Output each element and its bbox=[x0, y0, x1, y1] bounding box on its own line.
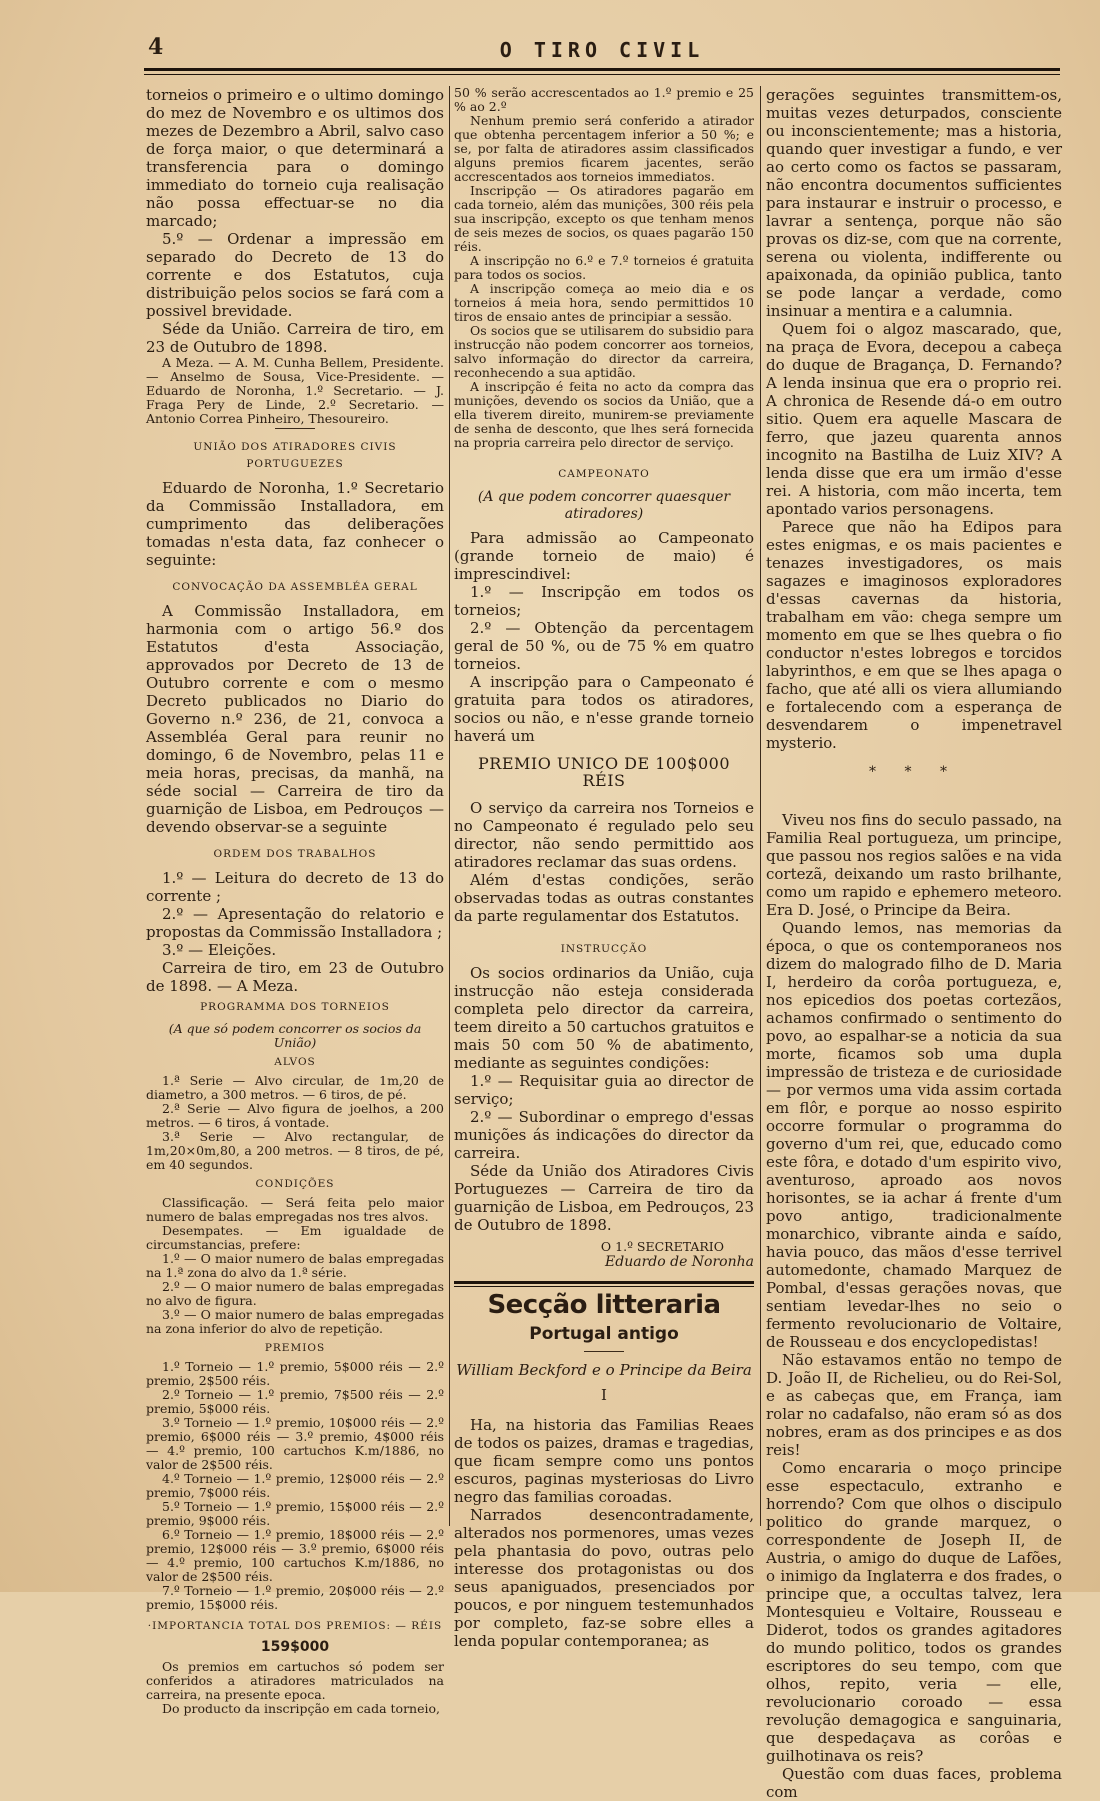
paragraph: Os premios em cartuchos só podem ser conferidos a atiradores matriculados na carreira, na presente epoca. bbox=[146, 1659, 444, 1702]
paragraph: A inscripção no 6.º e 7.º torneios é gratuita para todos os socios. bbox=[454, 253, 754, 282]
paragraph: Classificação. — Será feita pelo maior numero de balas empregadas nos tres alvos. bbox=[146, 1195, 444, 1224]
prize-total: 159$000 bbox=[260, 1639, 330, 1655]
list-item: 2.º — O maior numero de balas empregadas no alvo de figura. bbox=[146, 1279, 444, 1308]
signature-name: Eduardo de Noronha bbox=[605, 1254, 754, 1270]
list-item: 2.º — Obtenção da percentagem geral de 50 %, ou de 75 % em quatro torneios. bbox=[454, 619, 754, 673]
paragraph: Não estavamos então no tempo de D. João II, de Richelieu, ou do Rei-Sol, e as cabeças que, em França, iam rolar no cadafalso, não eram só as dos nobres, eram as dos principes e as dos reis! bbox=[766, 1351, 1062, 1459]
paragraph: Eduardo de Noronha, 1.º Secretario da Commissão Installadora, em cumprimento das deliberações tomadas n'esta data, faz conhecer o seguinte: bbox=[146, 479, 444, 569]
paragraph: Os socios ordinarios da União, cuja instrucção não esteja considerada completa pelo director da carreira, teem direito a 50 cartuchos gratuitos e mais 50 com 50 % de abatimento, mediante as seguintes condições: bbox=[454, 964, 754, 1072]
list-item: 2.º Torneio — 1.º premio, 7$500 réis — 2.º premio, 5$000 réis. bbox=[146, 1387, 444, 1416]
column-divider-2 bbox=[760, 86, 761, 1526]
column-3 bbox=[766, 86, 1062, 1801]
paragraph: Desempates. — Em igualdade de circumstancias, prefere: bbox=[146, 1223, 444, 1252]
paragraph: Ha, na historia das Familias Reaes de todos os paizes, dramas e tragedias, que ficam sempre como uns pontos escuros, paginas mysteriosas do Livro negro das familias coroadas. bbox=[454, 1416, 754, 1506]
section-heading: PROGRAMMA DOS TORNEIOS bbox=[200, 1001, 390, 1013]
paragraph: Viveu nos fins do seculo passado, na Familia Real portugueza, um principe, que passou nos regios salões e na vida cortezã, deixando um rasto brilhante, como um rapido e ephemero meteoro. Era D. José, o Principe da Beira. bbox=[766, 811, 1062, 919]
section-rule-thin bbox=[454, 1286, 754, 1287]
header-rule-thick bbox=[144, 68, 1060, 71]
list-item: 4.º Torneio — 1.º premio, 12$000 réis — 2.º premio, 7$000 réis. bbox=[146, 1471, 444, 1500]
paragraph: gerações seguintes transmittem-os, muitas vezes deturpados, consciente ou inconscientemente; mas a historia, quando quer investigar a fundo, e ver ao certo como os factos se passaram, não encontra documentos sufficientes para instaurar e instruir o processo, e lavrar a sentença, porque não são provas os diz-se, com que na corrente, serena ou violenta, indifferente ou apaixonada, da opinião publica, tanto se pode lançar a verdade, como insinuar a mentira e a calumnia. bbox=[766, 86, 1062, 320]
list-item: 1.º — O maior numero de balas empregadas na 1.ª zona do alvo da 1.ª série. bbox=[146, 1251, 444, 1280]
chapter-number: I bbox=[601, 1386, 607, 1404]
article-title: Portugal antigo bbox=[529, 1324, 679, 1344]
paragraph: Para admissão ao Campeonato (grande torneio de maio) é imprescindivel: bbox=[454, 529, 754, 583]
paragraph: A inscripção para o Campeonato é gratuita para todos os atiradores, socios ou não, e n'esse grande torneio haverá um bbox=[454, 673, 754, 745]
page-number: 4 bbox=[148, 34, 164, 60]
paragraph: Questão com duas faces, problema com bbox=[766, 1765, 1062, 1801]
list-item: 5.º Torneio — 1.º premio, 15$000 réis — 2.º premio, 9$000 réis. bbox=[146, 1499, 444, 1528]
list-item: 7.º Torneio — 1.º premio, 20$000 réis — 2.º premio, 15$000 réis. bbox=[146, 1583, 444, 1612]
list-item: 3.º — O maior numero de balas empregadas na zona inferior do alvo de repetição. bbox=[146, 1307, 444, 1336]
paragraph: Séde da União. Carreira de tiro, em 23 de Outubro de 1898. bbox=[146, 320, 444, 356]
paragraph: Além d'estas condições, serão observadas todas as outras constantes da parte regulamentar dos Estatutos. bbox=[454, 871, 754, 925]
paragraph: O serviço da carreira nos Torneios e no Campeonato é regulado pelo seu director, não sendo permittido aos atiradores reclamar das suas ordens. bbox=[454, 799, 754, 871]
list-item: 3.ª Serie — Alvo rectangular, de 1m,20×0m,80, a 200 metros. — 8 tiros, de pé, em 40 segundos. bbox=[146, 1129, 444, 1172]
section-subheading: (A que só podem concorrer os socios da União) bbox=[168, 1021, 422, 1050]
list-item: 3.º — Eleições. bbox=[162, 941, 277, 959]
section-heading: UNIÃO DOS ATIRADORES CIVIS PORTUGUEZES bbox=[193, 441, 397, 470]
paragraph: Nenhum premio será conferido a atirador que obtenha percentagem inferior a 50 %; e se, por falta de atiradores assim classificados alguns premios ficarem jacentes, serão accrescentados aos torneios immediatos. bbox=[454, 113, 754, 184]
section-title: Secção litteraria bbox=[487, 1290, 721, 1320]
list-item: 1.º Torneio — 1.º premio, 5$000 réis — 2.º premio, 2$500 réis. bbox=[146, 1359, 444, 1388]
paragraph: Parece que não ha Edipos para estes enigmas, e os mais pacientes e tenazes investigadores, os mais sagazes e imaginosos exploradores d'essas cavernas da historia, trabalham em vão: chega sempre um momento em que se lhes quebra o fio conductor n'estes lobregos e torcidos labyrinthos, e em que se lhes apaga o facho, que até alli os viera allumiando e fortalecendo com a esperança de desvendarem o impenetravel mysterio. bbox=[766, 518, 1062, 752]
newspaper-title: O TIRO CIVIL bbox=[499, 38, 705, 62]
paragraph: Quem foi o algoz mascarado, que, na praça de Evora, decepou a cabeça do duque de Bragança, D. Fernando? A lenda insinua que era o proprio rei. A chronica de Resende dá-o em outro sitio. Quem era aquelle Mascara de ferro, que jazeu quarenta annos incognito na Bastilha de Luiz XIV? A lenda disse que era um irmão d'esse rei. A historia, com mão incerta, tem apontado varios personagens. bbox=[766, 320, 1062, 518]
list-item: 1.º — Inscripção em todos os torneios; bbox=[454, 583, 754, 619]
list-item: 6.º Torneio — 1.º premio, 18$000 réis — 2.º premio, 12$000 réis — 3.º premio, 6$000 réis — 4.º premio, 100 cartuchos K.m/1886, no valor de 2$500 réis. bbox=[146, 1527, 444, 1584]
paragraph: Como encararia o moço principe esse espectaculo, extranho e horrendo? Com que olhos o discipulo politico do grande marquez, o correspondente de Joseph II, de Austria, o amigo do duque de Lafões, o inimigo da Inglaterra e dos frades, o principe que, a occultas talvez, lera Montesquieu e Voltaire, Rousseau e Diderot, todos os grandes agitadores do mundo politico, todos os grandes escriptores do seu tempo, com que olhos, repito, veria — elle, revolucionario coroado — essa revolução demagogica e sanguinaria, que despedaçava as corôas e guilhotinava os reis? bbox=[766, 1459, 1062, 1765]
article-subtitle: William Beckford e o Principe da Beira bbox=[456, 1361, 752, 1379]
paragraph: torneios o primeiro e o ultimo domingo do mez de Novembro e os ultimos dos mezes de Dezembro a Abril, salvo caso de força maior, o que determinará a transferencia para o domingo immediato do torneio cuja realisação não possa effectuar-se no dia marcado; bbox=[146, 86, 444, 230]
paragraph: Do producto da inscripção em cada torneio, bbox=[162, 1701, 440, 1716]
signatories: A Meza. — A. M. Cunha Bellem, Presidente.— Anselmo de Sousa, Vice-Presidente. — Eduardo de Noronha, 1.º Secretario. — J. Fraga Pery de Linde, 2.º Secretario. — Antonio Correa Pinheiro, Thesoureiro. bbox=[146, 355, 444, 426]
column-1 bbox=[146, 86, 444, 1716]
divider bbox=[584, 1351, 624, 1352]
section-heading: ALVOS bbox=[274, 1056, 316, 1068]
list-item: 2.º — Subordinar o emprego d'essas munições ás indicações do director da carreira. bbox=[454, 1108, 754, 1162]
section-heading: CONDIÇÕES bbox=[255, 1178, 335, 1190]
paragraph: Séde da União dos Atiradores Civis Portuguezes — Carreira de tiro da guarnição de Lisboa, em Pedrouços, 23 de Outubro de 1898. bbox=[454, 1162, 754, 1234]
section-heading: CAMPEONATO bbox=[558, 468, 650, 480]
section-separator: * * * bbox=[869, 764, 959, 780]
list-item: 1.ª Serie — Alvo circular, de 1m,20 de diametro, a 300 metros. — 6 tiros, de pé. bbox=[146, 1073, 444, 1102]
column-2 bbox=[454, 85, 754, 1650]
column-divider-1 bbox=[449, 86, 450, 1526]
section-rule-thick bbox=[454, 1281, 754, 1284]
list-item: 1.º — Leitura do decreto de 13 do corrente ; bbox=[146, 869, 444, 905]
header-rule-thin bbox=[144, 74, 1060, 75]
divider bbox=[275, 428, 315, 429]
list-item: 3.º Torneio — 1.º premio, 10$000 réis — 2.º premio, 6$000 réis — 3.º premio, 4$000 réis — 4.º premio, 100 cartuchos K.m/1886, no valor de 2$500 réis. bbox=[146, 1415, 444, 1472]
paragraph: 50 % serão accrescentados ao 1.º premio e 25 % ao 2.º bbox=[454, 85, 754, 114]
paragraph: Narrados desencontradamente, alterados nos pormenores, umas vezes pela phantasia do povo, outras pelo interesse dos protagonistas ou dos seus apaniguados, presenciados por poucos, e por ninguem testemunhados por completo, faz-se sobre elles a lenda popular contemporanea; as bbox=[454, 1506, 754, 1650]
section-subheading: (A que podem concorrer quaesquer atiradores) bbox=[477, 489, 731, 522]
paragraph: Carreira de tiro, em 23 de Outubro de 1898. — A Meza. bbox=[146, 959, 444, 995]
paragraph: A inscripção começa ao meio dia e os torneios á meia hora, sendo permittidos 10 tiros de ensaio antes de principiar a sessão. bbox=[454, 281, 754, 324]
list-item: 2.º — Apresentação do relatorio e propostas da Commissão Installadora ; bbox=[146, 905, 444, 941]
prize-heading: PREMIO UNICO DE 100$000 RÉIS bbox=[478, 754, 730, 790]
section-heading: PREMIOS bbox=[264, 1342, 326, 1354]
signature-role: O 1.º SECRETARIO bbox=[600, 1239, 724, 1254]
paragraph: 5.º — Ordenar a impressão em separado do Decreto de 13 do corrente e dos Estatutos, cuja distribuição pelos socios se fará com a possivel brevidade. bbox=[146, 230, 444, 320]
section-heading: ORDEM DOS TRABALHOS bbox=[213, 848, 377, 860]
paragraph: Quando lemos, nas memorias da época, o que os contemporaneos nos dizem do malogrado filho de D. Maria I, herdeiro da corôa portugueza, e, nos epicedios dos poetas cortezãos, achamos confirmado o sentimento do povo, ao espalhar-se a noticia da sua morte, ficamos sob uma dupla impressão de tristeza e de curiosidade — por vermos uma vida assim cortada em flôr, e porque ao nosso espirito occorre formular o programma do governo d'um rei, que, educado como este fôra, e dotado d'um espirito vivo, aventuroso, aproado aos novos horisontes, se ia achar á frente d'um povo antigo, tradicionalmente monarchico, vibrante ainda e saído, havia pouco, das mãos d'esse terrivel automedonte, chamado Marquez de Pombal, d'essas gerações novas, que sentiam levedar-lhes no seio o fermento revolucionario de Voltaire, de Rousseau e dos encyclopedistas! bbox=[766, 919, 1062, 1351]
list-item: 1.º — Requisitar guia ao director de serviço; bbox=[454, 1072, 754, 1108]
section-heading: CONVOCAÇÃO DA ASSEMBLÉA GERAL bbox=[172, 581, 418, 593]
list-item: 2.ª Serie — Alvo figura de joelhos, a 200 metros. — 6 tiros, á vontade. bbox=[146, 1101, 444, 1130]
paragraph: A inscripção é feita no acto da compra das munições, devendo os socios da União, que a ella tiverem direito, munirem-se previamente de senha de desconto, que lhes será fornecida na propria carreira pelo director de serviço. bbox=[454, 379, 754, 450]
paragraph: Os socios que se utilisarem do subsidio para instrucção não podem concorrer aos torneios, salvo informação do director da carreira, reconhecendo a sua aptidão. bbox=[454, 323, 754, 380]
section-heading: INSTRUCÇÃO bbox=[560, 943, 648, 955]
section-heading: ·IMPORTANCIA TOTAL DOS PREMIOS: — RÉIS bbox=[147, 1620, 443, 1632]
paragraph: Inscripção — Os atiradores pagarão em cada torneio, além das munições, 300 réis pela sua inscripção, excepto os que tenham menos de seis mezes de socios, os quaes pagarão 150 réis. bbox=[454, 183, 754, 254]
paragraph: A Commissão Installadora, em harmonia com o artigo 56.º dos Estatutos d'esta Associação, approvados por Decreto de 13 de Outubro corrente e com o mesmo Decreto publicados no Diario do Governo n.º 236, de 21, convoca a Assembléa Geral para reunir no domingo, 6 de Novembro, pelas 11 e meia horas, precisas, da manhã, na séde social — Carreira de tiro da guarnição de Lisboa, em Pedrouços — devendo observar-se a seguinte bbox=[146, 602, 444, 836]
